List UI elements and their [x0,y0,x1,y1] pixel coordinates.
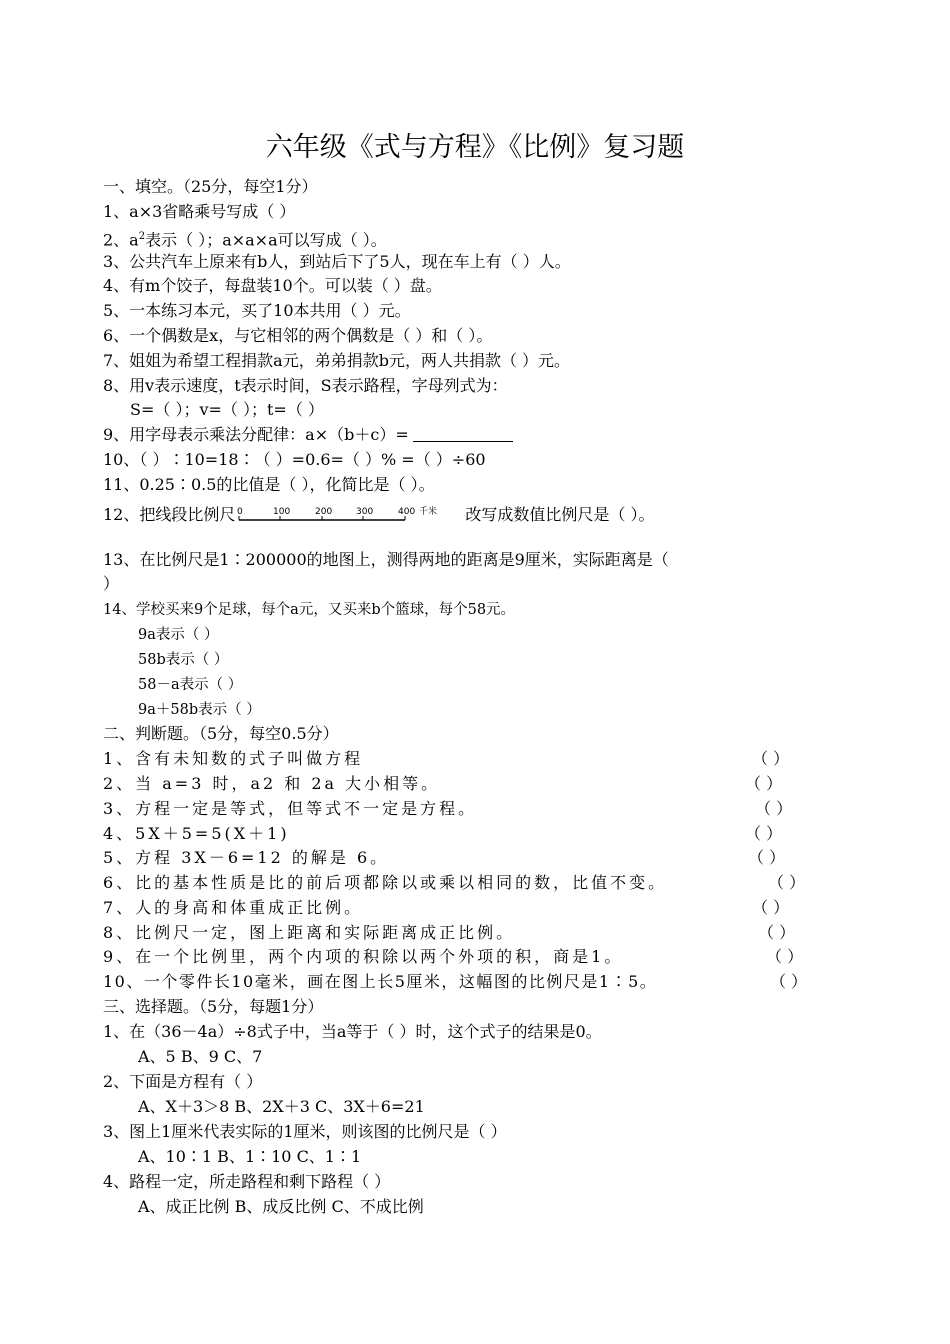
fill-item-6: 6、一个偶数是x，与它相邻的两个偶数是（ ）和（ ）。 [103,326,493,345]
fill-item-14-line: 9a＋58b表示（ ） [138,702,261,718]
answer-blank-line [413,425,513,442]
choice-item-1: 1、在（36－4a）÷8式子中，当a等于（ ）时，这个式子的结果是0。 [103,1022,602,1041]
judge-item-5: 5、方程 3X－6=12 的解是 6。 [103,848,390,867]
choice-options-3: A、10∶1 B、1∶10 C、1∶1 [138,1147,362,1166]
judge-answer-paren: （ ） [745,774,783,793]
section-2-heading: 二、判断题。（5分，每空0.5分） [103,724,339,743]
choice-options-2: A、X＋3＞8 B、2X＋3 C、3X＋6=21 [138,1097,425,1116]
judge-item-2: 2、当 a=3 时，a2 和 2a 大小相等。 [103,774,441,793]
fill-item-14-line: 9a表示（ ） [138,627,219,643]
judge-answer-paren: （ ） [770,972,808,991]
judge-answer-paren: （ ） [768,873,806,892]
fill-item-14-stem: 14、学校买来9个足球，每个a元，又买来b个篮球，每个58元。 [103,602,516,618]
fill-item-10: 10、（ ）∶10=18∶（ ）=0.6=（ ）% =（ ）÷60 [103,450,486,469]
fill-item-7: 7、姐姐为希望工程捐款a元，弟弟捐款b元，两人共捐款（ ）元。 [103,351,571,370]
fill-item-2-rest: 表示（ ）；a×a×a可以写成（ ）。 [145,230,387,250]
line-scale-ruler [235,504,465,530]
fill-item-12-suffix: 改写成数值比例尺是（ ）。 [465,505,655,524]
fill-item-12 [103,502,654,530]
judge-item-3: 3、方程一定是等式，但等式不一定是方程。 [103,799,478,818]
fill-item-2-prefix: 2、a [103,230,139,250]
fill-item-14-line: 58b表示（ ） [138,652,229,668]
scale-tick-100: 100 [273,507,291,517]
fill-item-9 [103,424,513,446]
judge-item-1: 1、含有未知数的式子叫做方程 [103,749,364,768]
judge-answer-paren: （ ） [755,799,793,818]
scale-unit: 千米 [419,507,438,517]
fill-item-8-formulas: S=（ ）；v=（ ）；t=（ ） [130,400,324,419]
judge-item-7: 7、人的身高和体重成正比例。 [103,898,364,917]
page-title: 六年级《式与方程》《比例》复习题 [265,132,685,163]
choice-item-3: 3、图上1厘米代表实际的1厘米，则该图的比例尺是（ ） [103,1122,507,1141]
choice-item-4: 4、路程一定，所走路程和剩下路程（ ） [103,1172,391,1191]
judge-item-6: 6、比的基本性质是比的前后项都除以或乘以相同的数，比值不变。 [103,873,668,892]
fill-item-13: 13、在比例尺是1∶200000的地图上，测得两地的距离是9厘米，实际距离是（ [103,550,669,569]
fill-item-2 [103,226,387,251]
judge-answer-paren: （ ） [748,848,786,867]
scale-tick-0: 0 [237,507,244,517]
judge-answer-paren: （ ） [752,898,790,917]
fill-item-13-close: ） [103,574,120,593]
judge-item-4: 4、5X＋5=5(X＋1) [103,824,290,843]
judge-item-8: 8、比例尺一定，图上距离和实际距离成正比例。 [103,923,516,942]
fill-item-9-text: 9、用字母表示乘法分配律：a×（b＋c）= [103,425,409,444]
choice-item-2: 2、下面是方程有（ ） [103,1072,263,1091]
scale-tick-300: 300 [356,507,374,517]
section-1-heading: 一、填空。（25分，每空1分） [103,177,318,196]
scale-tick-400: 400 [398,507,416,517]
fill-item-12-prefix: 12、把线段比例尺 [103,505,236,524]
exponent-superscript: 2 [138,231,146,242]
fill-item-11: 11、0.25∶0.5的比值是（ ），化简比是（ ）。 [103,475,435,494]
fill-item-4: 4、有m个饺子，每盘装10个。可以装（ ）盘。 [103,276,442,295]
judge-answer-paren: （ ） [766,947,804,966]
fill-item-3: 3、公共汽车上原来有b人，到站后下了5人，现在车上有（ ）人。 [103,252,571,271]
judge-answer-paren: （ ） [752,749,790,768]
judge-answer-paren: （ ） [758,923,796,942]
judge-answer-paren: （ ） [745,824,783,843]
fill-item-8: 8、用v表示速度，t表示时间，S表示路程，字母列式为： [103,376,508,395]
fill-item-1: 1、a×3省略乘号写成（ ） [103,202,296,221]
choice-options-4: A、成正比例 B、成反比例 C、不成比例 [138,1197,424,1216]
judge-item-9: 9、在一个比例里，两个内项的积除以两个外项的积，商是1。 [103,947,624,966]
fill-item-5: 5、一本练习本元，买了10本共用（ ）元。 [103,301,411,320]
fill-item-14-line: 58－a表示（ ） [138,677,243,693]
choice-options-1: A、5 B、9 C、7 [138,1047,263,1066]
judge-item-10: 10、一个零件长10毫米，画在图上长5厘米，这幅图的比例尺是1∶5。 [103,972,658,991]
scale-tick-200: 200 [315,507,333,517]
section-3-heading: 三、选择题。（5分，每题1分） [103,997,324,1016]
